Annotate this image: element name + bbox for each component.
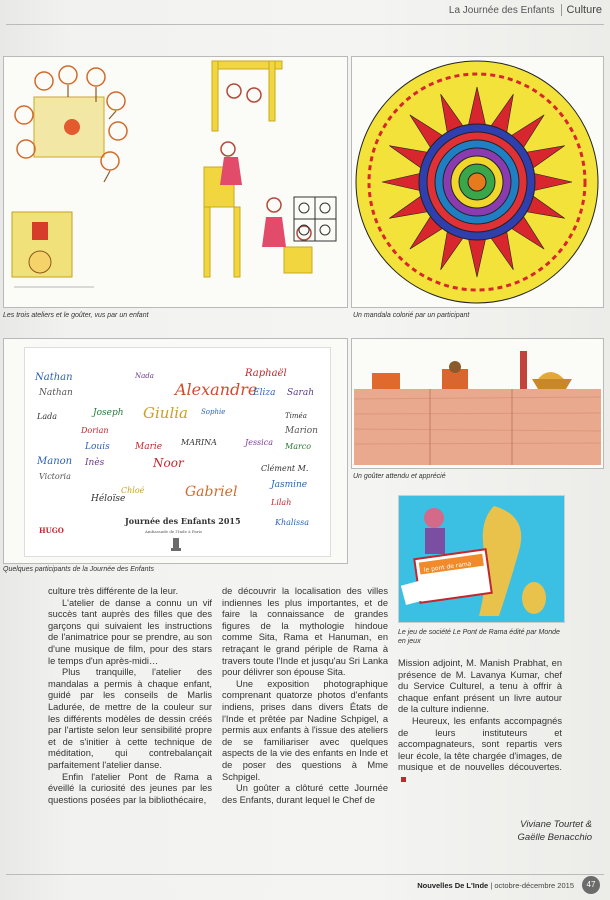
magazine-issue: octobre-décembre 2015	[494, 881, 574, 890]
paragraph: Une exposition photographique comprenant quatorze photos d'enfants indiens, prises dans divers États de l'Inde et prêtée par Nadine Schpigel, a permis aux enfants à l'issue des ateliers de se familiariser avec quelques aspects de la vie des enfants en Inde et de poser des questions à Mme Schpigel.	[222, 678, 388, 782]
name-label: Lilah	[271, 498, 292, 507]
name-label: Chloé	[121, 486, 145, 495]
paragraph: culture très différente de la leur.	[48, 586, 179, 596]
name-label: Raphaël	[245, 368, 287, 379]
name-label: MARINA	[181, 438, 217, 447]
name-label: Inès	[85, 458, 105, 468]
name-label: Nada	[135, 372, 154, 380]
caption-gouter: Un goûter attendu et apprécié	[353, 473, 446, 480]
caption-board-game: Le jeu de société Le Pont de Rama édité par Monde en jeux	[398, 629, 560, 645]
caption-mandala: Un mandala colorié par un participant	[353, 312, 470, 319]
paragraph	[398, 716, 562, 786]
name-label: Jasmine	[271, 480, 308, 490]
game-box-title: le pont de rama	[423, 560, 472, 574]
name-label: Louis	[85, 442, 110, 452]
name-label: Noor	[153, 456, 184, 470]
name-label: Nathan	[39, 388, 73, 398]
participants-names-photo	[3, 338, 348, 564]
article-column-1	[48, 586, 212, 806]
names-board	[24, 347, 331, 557]
name-label: HUGO	[39, 526, 64, 535]
name-label: Sarah	[287, 388, 314, 398]
mandala-illustration	[352, 57, 603, 307]
name-label: Joseph	[93, 408, 124, 418]
name-label: Manon	[37, 456, 73, 467]
running-header	[449, 4, 602, 16]
article-authors	[518, 818, 592, 844]
caption-participants: Quelques participants de la Journée des Enfants	[3, 566, 154, 573]
gouter-drawing-photo	[351, 338, 604, 469]
name-label: Marco	[285, 442, 312, 451]
board-game-illustration	[399, 496, 564, 622]
emblem-icon	[170, 536, 182, 552]
name-label: Dorian	[81, 426, 109, 435]
workshops-drawing-illustration	[4, 57, 347, 307]
name-label: Giulia	[143, 404, 188, 422]
footer-rule	[6, 874, 604, 875]
workshops-drawing-photo	[3, 56, 348, 308]
paragraph: Mission adjoint, M. Manish Prabhat, en présence de M. Lavanya Kumar, chef du Service Culturel, a tenu à offrir à chaque enfant présent un livre autour de la culture indienne.	[398, 658, 562, 715]
name-label: Alexandre	[175, 380, 258, 399]
name-label: Gabriel	[185, 484, 238, 500]
name-label: Jessica	[245, 438, 273, 447]
header-section: Culture	[561, 4, 602, 16]
name-label: Khalissa	[275, 518, 309, 527]
name-label: Marion	[285, 426, 318, 436]
name-label: Clément M.	[261, 464, 309, 473]
name-label: Marie	[135, 442, 163, 452]
paragraph-text: Heureux, les enfants accompagnés de leurs instituteurs et accompagnateurs, sont repartis vers leur école, la tête chargée d'images, de musique et de nouvelles découvertes.	[398, 715, 562, 773]
name-label: Sophie	[201, 408, 226, 416]
board-subtitle: Ambassade de l'Inde à Paris	[145, 529, 203, 534]
board-title: Journée des Enfants 2015	[125, 516, 241, 526]
paragraph: L'atelier de danse a connu un vif succès tant auprès des filles que des garçons qui suivaient les instructions de l'animatrice pour se prendre, au son d'une musique de film, pour des stars le temps d'un après-midi…	[48, 597, 212, 666]
gouter-drawing-illustration	[352, 339, 603, 468]
mandala-photo	[351, 56, 604, 308]
page-footer	[417, 881, 574, 890]
name-label: Nathan	[35, 372, 73, 383]
name-label: Victoria	[39, 472, 71, 481]
paragraph: de découvrir la localisation des villes indiennes les plus importantes, et de faire la connaissance de grandes figures de la mythologie hindoue comme Sita, Rama et Hanuman, en retraçant le grand périple de Rama à travers toute l'Inde et jusqu'au Sri Lanka pour délivrer son épouse Sita.	[222, 586, 388, 678]
name-label: Eliza	[253, 388, 276, 398]
footer-separator-icon: |	[490, 881, 495, 890]
name-label: Timéa	[285, 412, 307, 420]
author-line: Viviane Tourtet &	[520, 819, 592, 830]
end-mark-icon	[401, 777, 406, 782]
header-title: La Journée des Enfants	[448, 4, 555, 16]
paragraph: Plus tranquille, l'atelier des mandalas a permis à chaque enfant, guidé par les conseils de Marlis Ladurée, de mettre de la couleur sur les différents modèles de dessin créés par l'artiste selon leur sensibilité propre et de s'initier à cette technique de méditation, qui contrebalançait parfaitement l'atelier danse.	[48, 667, 212, 770]
board-game-photo	[398, 495, 565, 623]
paragraph: Enfin l'atelier Pont de Rama a éveillé la curiosité des jeunes par les questions posées par la bibliothécaire,	[48, 771, 212, 805]
article-column-3	[398, 658, 562, 786]
name-label: Héloïse	[91, 494, 126, 504]
magazine-name: Nouvelles De L'Inde	[417, 881, 489, 890]
paragraph: Un goûter a clôturé cette Journée des Enfants, durant lequel le Chef de	[222, 783, 388, 805]
name-label: Lada	[37, 412, 57, 421]
caption-workshops-drawing: Les trois ateliers et le goûter, vus par un enfant	[3, 312, 149, 319]
author-line: Gaëlle Benacchio	[517, 832, 592, 843]
page-number: 47	[582, 876, 600, 894]
header-rule	[6, 24, 604, 25]
article-column-2	[222, 586, 388, 806]
